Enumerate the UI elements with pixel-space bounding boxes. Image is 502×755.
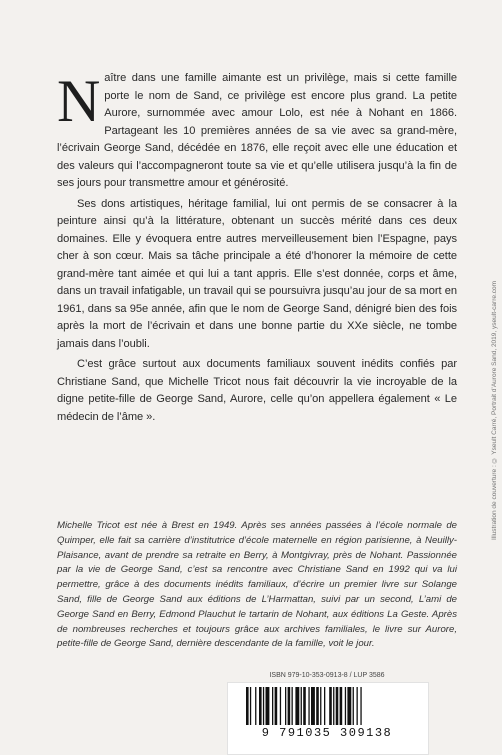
back-cover-text — [57, 70, 457, 426]
barcode-bar — [320, 687, 321, 725]
cover-credit: Illustration de couverture : © Yseult Carré, Portrait d’Aurore Sand, 2019, yseult-carre.com — [491, 280, 498, 540]
barcode — [227, 682, 429, 755]
barcode-bar — [329, 687, 332, 725]
barcode-bars — [228, 683, 428, 727]
barcode-bar — [333, 687, 334, 725]
barcode-bar — [285, 687, 286, 725]
barcode-bar — [340, 687, 343, 725]
barcode-bar — [316, 687, 319, 725]
barcode-bar — [345, 687, 346, 725]
barcode-bar — [308, 687, 309, 725]
barcode-bar — [336, 687, 339, 725]
barcode-bar — [301, 687, 302, 725]
paragraph-2: Ses dons artistiques, héritage familial, lui ont permis de se consacrer à la peinture ainsi qu’à la littérature, obtenant un succès mérité dans ces deux domaines. Elle y évoquera entre autres merveilleusement bien l’Espagne, pays cher à son cœur. Mais sa tâche principale a été d’honorer la mémoire de cette grand-mère tant aimée et qui lui a tant appris. Elle s’est donnée, corps et âme, dans un travail infatigable, un travail qui se poursuivra jusqu’au jour de sa mort en 1961, dans sa 95e année, afin que le nom de George Sand, dénigré bien des fois après la mort de l’écrivain et dans une bonne partie du XXe siècle, ne tombe jamais dans l’oubli. — [57, 197, 457, 350]
barcode-bar — [250, 687, 251, 725]
paragraph-1 — [57, 70, 457, 193]
barcode-bar — [295, 687, 299, 725]
barcode-bar — [292, 687, 293, 725]
drop-cap: N — [57, 68, 101, 134]
barcode-bar — [259, 687, 262, 725]
barcode-bar — [275, 687, 278, 725]
barcode-bar — [288, 687, 291, 725]
barcode-bar — [272, 687, 273, 725]
barcode-bar — [263, 687, 264, 725]
barcode-bar — [255, 687, 256, 725]
barcode-bar — [280, 687, 281, 725]
barcode-bar — [246, 687, 249, 725]
isbn-line: ISBN 979-10-353-0913-8 / LUP 3586 — [269, 672, 385, 679]
barcode-bar — [266, 687, 270, 725]
paragraph-1-text: aître dans une famille aimante est un privilège, mais si cette famille porte le nom de Sand, ce privilège est encore plus grand. La petite Aurore, surnommée avec amour Lolo, est née à Nohant en 1866. Partageant les 10 premières années de sa vie avec sa grand-mère, l’écrivain George Sand, décédée en 1876, elle reçoit avec elle une éducation et des valeurs qui l’accompagneront toute sa vie et qu’elle utilisera jusqu’à la fin de ses jours pour transmettre amour et générosité. — [57, 72, 457, 189]
barcode-bar — [360, 687, 361, 725]
barcode-bar — [357, 687, 358, 725]
barcode-bar — [324, 687, 325, 725]
author-bio — [57, 519, 457, 652]
paragraph-3: C’est grâce surtout aux documents familiaux souvent inédits confiés par Christiane Sand, que Michelle Tricot nous fait découvrir la vie incroyable de la digne petite-fille de George Sand, Aurore, celle qu’on appellera également « Le médecin de l’âme ». — [57, 358, 457, 423]
barcode-bar — [303, 687, 306, 725]
barcode-bar — [353, 687, 354, 725]
barcode-bar — [347, 687, 351, 725]
barcode-bar — [311, 687, 315, 725]
barcode-number: 9 791035 309138 — [261, 726, 393, 740]
author-bio-text: Michelle Tricot est née à Brest en 1949. Après ses années passées à l’école normale de Quimper, elle fait sa carrière d’institutrice d’école maternelle en région parisienne, à Neuilly-Plaisance, avant de prendre sa retraite en Berry, à Montgivray, près de Nohant. Passionnée par la vie de George Sand, c’est sa rencontre avec Christiane Sand en 1992 qui va lui permettre, grâce à des documents inédits familiaux, d’écrire un premier livre sur Solange Sand, fille de George Sand aux éditions de L’Harmattan, suivi par un second, L’ami de George Sand en Berry, Edmond Plauchut le tartarin de Nohant, aux éditions La Geste. Après de nombreuses recherches et toujours grâce aux archives familiales, le livre sur Aurore, petite-fille de George Sand, dernière descendante de la famille, voit le jour. — [57, 520, 457, 650]
